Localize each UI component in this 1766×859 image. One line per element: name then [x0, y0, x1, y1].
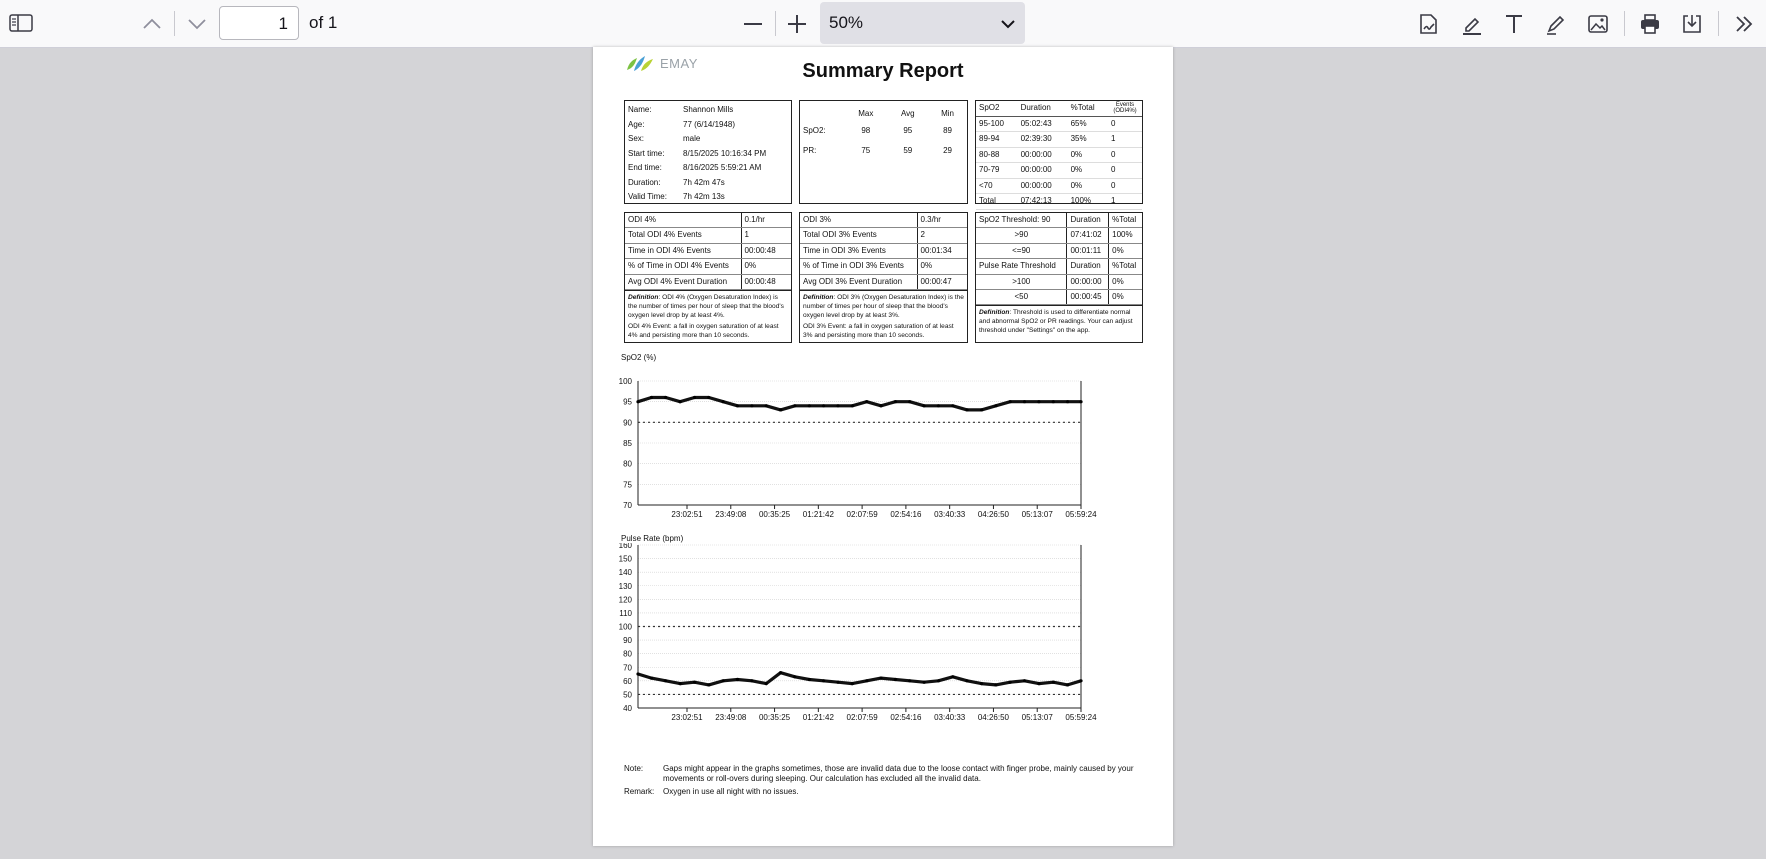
pulse-chart-title: Pulse Rate (bpm) [621, 534, 684, 543]
y-tick-label: 140 [618, 568, 632, 578]
odi-label: % of Time in ODI 3% Events [800, 259, 917, 274]
vitals-header: Min [941, 109, 954, 118]
data-point [1023, 400, 1026, 403]
remark-text: Oxygen in use all night with no issues. [663, 787, 799, 796]
data-point [1066, 683, 1069, 686]
data-point [1079, 400, 1082, 403]
data-point [894, 678, 897, 681]
data-point [765, 404, 768, 407]
spo2-table-cell: Total [976, 194, 1018, 210]
report-title: Summary Report [802, 60, 964, 82]
data-point [865, 679, 868, 682]
threshold-header: SpO2 Threshold: 90 [976, 213, 1067, 228]
data-point [879, 677, 882, 680]
sidebar-toggle-icon[interactable] [8, 12, 34, 34]
data-point [650, 677, 653, 680]
field-value: Shannon Mills [683, 105, 734, 114]
odi-value: 00:01:34 [917, 243, 967, 258]
pdf-toolbar [0, 0, 1766, 48]
data-point [879, 404, 882, 407]
spo2-table-row [976, 132, 1142, 148]
odi-row [625, 259, 791, 274]
field-label: End time: [628, 163, 662, 172]
spo2-table-header-cell: Duration [1018, 101, 1068, 116]
patient-row [625, 147, 791, 162]
spo2-table-cell: 02:39:30 [1018, 132, 1068, 148]
field-value: 8/16/2025 5:59:21 AM [683, 163, 762, 172]
vitals-row [800, 122, 967, 142]
x-tick-label: 05:13:07 [1021, 510, 1053, 519]
y-tick-label: 85 [623, 439, 632, 448]
vitals-value: 59 [903, 146, 913, 156]
threshold-header: Duration [1067, 213, 1109, 228]
odi-row [625, 213, 791, 228]
vitals-value: 89 [943, 126, 952, 136]
data-point [923, 681, 926, 684]
odi4-box [624, 212, 792, 343]
x-tick-label: 05:59:24 [1065, 510, 1097, 519]
spo2-table-cell: 1 [1108, 194, 1142, 210]
odi-value: 00:00:48 [741, 274, 791, 289]
x-tick-label: 05:13:07 [1021, 713, 1053, 722]
odi-value: 00:00:47 [917, 274, 967, 289]
odi-label: ODI 4% [625, 213, 741, 228]
data-point [693, 396, 696, 399]
vitals-label: SpO2: [803, 126, 826, 136]
data-point [636, 672, 639, 675]
odi-label: Total ODI 4% Events [625, 228, 741, 243]
previous-page-icon[interactable] [140, 13, 164, 35]
data-point [1023, 679, 1026, 682]
note-text: Gaps might appear in the graphs sometimes, those are invalid data due to the loose contact with finger probe, mainly caused by your movements or roll-overs during sleeping. Our calculation has excluded all the invalid data. [663, 764, 1134, 783]
data-point [1052, 681, 1055, 684]
spo2-table-cell: 35% [1068, 132, 1108, 148]
data-point [966, 679, 969, 682]
print-icon[interactable] [1637, 11, 1663, 37]
odi-row [800, 228, 967, 243]
signature-icon[interactable] [1416, 11, 1442, 37]
patient-row [625, 161, 791, 176]
spo2-table-cell: 80-88 [976, 147, 1018, 163]
spo2-table-cell: 65% [1068, 116, 1108, 132]
threshold-cell: 00:01:11 [1067, 243, 1109, 258]
data-point [994, 683, 997, 686]
spo2-distribution-box [975, 100, 1143, 204]
remark-label: Remark: [624, 787, 655, 796]
spo2-table-cell: 95-100 [976, 116, 1018, 132]
vitals-row [800, 142, 967, 162]
threshold-row [976, 228, 1142, 243]
x-tick-label: 01:21:42 [802, 713, 834, 722]
y-tick-label: 100 [618, 622, 632, 632]
y-tick-label: 40 [623, 704, 632, 713]
x-tick-label: 01:21:42 [802, 510, 834, 519]
odi-label: Time in ODI 3% Events [800, 243, 917, 258]
threshold-spo2-header [976, 213, 1142, 228]
patient-row [625, 132, 791, 147]
spo2-table-cell: 70-79 [976, 163, 1018, 179]
vitals-value: 75 [861, 146, 871, 156]
next-page-icon[interactable] [185, 13, 209, 35]
threshold-row [976, 243, 1142, 258]
spo2-table-cell: 05:02:43 [1018, 116, 1068, 132]
threshold-cell: 00:00:00 [1067, 274, 1109, 289]
data-point [750, 679, 753, 682]
data-point [937, 404, 940, 407]
spo2-table-cell: 0% [1068, 163, 1108, 179]
spo2-table-header-cell: %Total [1068, 101, 1108, 116]
image-icon[interactable] [1585, 11, 1611, 37]
data-point [1009, 400, 1012, 403]
threshold-pr-header [976, 259, 1142, 274]
data-point [722, 400, 725, 403]
x-tick-label: 00:35:25 [758, 510, 791, 519]
threshold-header: Duration [1067, 259, 1109, 274]
zoom-out-icon[interactable] [741, 13, 765, 35]
data-point [865, 400, 868, 403]
threshold-cell: <50 [976, 290, 1067, 305]
odi4-definition: Definition: ODI 4% (Oxygen Desaturation Index) is the number of times per hour of sleep that the blood's oxygen level drop by at least 4%. ODI 4% Event: a fall in oxygen saturation of at least 4% and persisting more than 10 seconds. [625, 290, 791, 340]
data-point [1079, 679, 1082, 682]
data-point [836, 404, 839, 407]
patient-row [625, 176, 791, 191]
data-point [779, 408, 782, 411]
x-tick-label: 03:40:33 [934, 510, 966, 519]
vitals-box [799, 100, 968, 204]
data-point [1037, 400, 1040, 403]
x-tick-label: 04:26:50 [977, 713, 1010, 722]
x-tick-label: 23:02:51 [671, 510, 703, 519]
pulse-rate-chart [593, 543, 1173, 758]
field-value: 8/15/2025 10:16:34 PM [683, 148, 767, 158]
data-point [765, 682, 768, 685]
data-point [836, 681, 839, 684]
odi-value: 0.3/hr [917, 213, 967, 228]
y-tick-label: 130 [618, 581, 632, 591]
zoom-select[interactable] [820, 2, 1025, 44]
zoom-in-icon[interactable] [785, 13, 809, 35]
highlight-icon[interactable] [1459, 11, 1485, 37]
threshold-row [976, 274, 1142, 289]
x-tick-label: 05:59:24 [1065, 713, 1097, 722]
threshold-cell: 0% [1109, 274, 1142, 289]
data-point [679, 682, 682, 685]
data-point [851, 682, 854, 685]
x-tick-label: 02:54:16 [890, 713, 922, 722]
threshold-row [976, 290, 1142, 305]
data-point [980, 408, 983, 411]
odi-value: 0.1/hr [741, 213, 791, 228]
y-tick-label: 150 [618, 554, 632, 564]
data-point [1066, 400, 1069, 403]
data-point [736, 404, 739, 407]
field-label: Sex: [628, 134, 645, 143]
field-label: Start time: [628, 148, 665, 158]
threshold-cell: >100 [976, 274, 1067, 289]
vitals-corner [800, 107, 844, 122]
y-tick-label: 100 [618, 377, 632, 386]
spo2-table-cell: 0 [1108, 116, 1142, 132]
spo2-table-cell: 0% [1068, 178, 1108, 194]
threshold-header: %Total [1109, 213, 1142, 228]
spo2-chart-title: SpO2 (%) [621, 353, 657, 362]
field-value: 7h 42m 13s [683, 192, 725, 201]
y-tick-label: 110 [619, 608, 632, 618]
threshold-cell: <=90 [976, 243, 1067, 258]
draw-icon[interactable] [1543, 11, 1569, 37]
spo2-table-row [976, 194, 1142, 210]
patient-row [625, 103, 791, 118]
page-number-input[interactable]: 1 [219, 6, 299, 40]
odi-value: 1 [741, 228, 791, 243]
note-label: Note: [624, 764, 644, 773]
text-tool-icon[interactable] [1501, 11, 1527, 37]
x-tick-label: 00:35:25 [758, 713, 791, 722]
field-label: Age: [628, 119, 645, 129]
field-value: male [683, 134, 701, 143]
odi-row [625, 243, 791, 258]
patient-row [625, 190, 791, 205]
y-tick-label: 75 [623, 480, 632, 490]
spo2-table-cell: 00:00:00 [1018, 178, 1068, 194]
spo2-table-cell: 00:00:00 [1018, 147, 1068, 163]
odi-label: ODI 3% [800, 213, 917, 228]
data-point [679, 400, 682, 403]
data-point [923, 404, 926, 407]
odi-row [800, 243, 967, 258]
patient-info-box [624, 100, 792, 204]
data-point [793, 404, 796, 407]
threshold-definition: Definition: Threshold is used to differentiate normal and abnormal SpO2 or PR readings. Your can adjust threshold under "Settings" on the app. [976, 305, 1142, 335]
data-point [707, 683, 710, 686]
spo2-table-cell: 0 [1108, 147, 1142, 163]
chevron-down-icon [1001, 16, 1015, 34]
data-point [851, 404, 854, 407]
x-tick-label: 03:40:33 [934, 713, 966, 722]
x-tick-label: 04:26:50 [977, 510, 1010, 519]
odi-row [625, 274, 791, 289]
odi-value: 0% [917, 259, 967, 274]
y-tick-label: 70 [623, 663, 632, 673]
spo2-table-header [976, 101, 1142, 116]
data-point [908, 400, 911, 403]
spo2-table-cell: 07:42:13 [1018, 194, 1068, 210]
field-value: 7h 42m 47s [683, 177, 725, 187]
y-tick-label: 70 [623, 501, 632, 510]
x-tick-label: 02:07:59 [846, 510, 878, 519]
series-line [638, 673, 1081, 685]
spo2-table-row [976, 178, 1142, 194]
data-point [736, 678, 739, 681]
x-tick-label: 23:02:51 [671, 713, 703, 722]
spo2-table-row [976, 147, 1142, 163]
y-tick-label: 160 [618, 543, 632, 550]
vitals-header: Max [858, 109, 874, 118]
data-point [951, 404, 954, 407]
odi-row [800, 213, 967, 228]
threshold-cell: 100% [1109, 228, 1142, 243]
data-point [1052, 400, 1055, 403]
data-point [1009, 681, 1012, 684]
spo2-table-row [976, 163, 1142, 179]
data-point [1037, 682, 1040, 685]
threshold-cell: 07:41:02 [1067, 228, 1109, 243]
odi-value: 0% [741, 259, 791, 274]
field-label: Name: [628, 105, 652, 114]
data-point [822, 404, 825, 407]
odi-row [800, 259, 967, 274]
threshold-cell: 0% [1109, 243, 1142, 258]
save-icon[interactable] [1679, 11, 1705, 37]
odi-row [800, 274, 967, 289]
vitals-header-row [800, 107, 967, 122]
data-point [793, 675, 796, 678]
data-point [750, 404, 753, 407]
spo2-table-cell: 89-94 [976, 132, 1018, 148]
logo-text: EMAY [660, 55, 698, 71]
spo2-table-cell: 0% [1068, 147, 1108, 163]
data-point [722, 679, 725, 682]
field-label: Duration: [628, 177, 661, 187]
field-label: Valid Time: [628, 192, 667, 201]
y-tick-label: 50 [623, 690, 632, 700]
threshold-cell: 00:00:45 [1067, 290, 1109, 305]
data-point [994, 404, 997, 407]
spo2-table-cell: 00:00:00 [1018, 163, 1068, 179]
x-tick-label: 02:54:16 [890, 510, 922, 519]
odi3-definition: Definition: ODI 3% (Oxygen Desaturation Index) is the number of times per hour of sleep that the blood's oxygen level drop by at least 3%. ODI 3% Event: a fall in oxygen saturation of at least 3% and persisting more than 10 seconds. [800, 290, 967, 340]
spo2-table-header-cell: SpO2 [976, 101, 1018, 116]
threshold-box [975, 212, 1143, 343]
spo2-table-cell: <70 [976, 178, 1018, 194]
x-tick-label: 23:49:08 [715, 713, 747, 722]
data-point [908, 679, 911, 682]
x-tick-label: 02:07:59 [846, 713, 878, 722]
spo2-table-cell: 0 [1108, 178, 1142, 194]
data-point [808, 404, 811, 407]
field-value: 77 (6/14/1948) [683, 119, 736, 129]
data-point [951, 675, 954, 678]
vitals-value: 98 [861, 126, 871, 136]
spo2-table-cell: 0 [1108, 163, 1142, 179]
odi-row [625, 228, 791, 243]
odi3-box [799, 212, 968, 343]
y-tick-label: 60 [623, 676, 632, 686]
series-line [638, 398, 1081, 410]
odi-value: 00:00:48 [741, 243, 791, 258]
spo2-table-row [976, 116, 1142, 132]
data-point [664, 396, 667, 399]
data-point [779, 671, 782, 674]
data-point [664, 679, 667, 682]
y-tick-label: 80 [623, 459, 632, 469]
zoom-value: 50% [829, 13, 864, 32]
spo2-table-cell: 100% [1068, 194, 1108, 210]
data-point [966, 408, 969, 411]
data-point [980, 682, 983, 685]
odi-label: % of Time in ODI 4% Events [625, 259, 741, 274]
pdf-page [593, 47, 1173, 846]
y-tick-label: 90 [623, 418, 632, 428]
odi-label: Avg ODI 3% Event Duration [800, 274, 917, 289]
data-point [707, 396, 710, 399]
vitals-value: 29 [943, 146, 952, 156]
vitals-value: 95 [903, 126, 913, 136]
odi-value: 2 [917, 228, 967, 243]
odi-label: Time in ODI 4% Events [625, 243, 741, 258]
patient-row [625, 118, 791, 133]
odi-label: Avg ODI 4% Event Duration [625, 274, 741, 289]
tools-menu-icon[interactable] [1731, 11, 1757, 37]
data-point [636, 400, 639, 403]
data-point [693, 681, 696, 684]
spo2-table-cell: 1 [1108, 132, 1142, 148]
page-count-label: of 1 [309, 13, 338, 32]
data-point [650, 396, 653, 399]
data-point [937, 679, 940, 682]
data-point [894, 400, 897, 403]
vitals-header: Avg [900, 109, 915, 118]
threshold-cell: >90 [976, 228, 1067, 243]
y-tick-label: 90 [623, 636, 632, 646]
y-tick-label: 80 [623, 649, 632, 659]
y-tick-label: 120 [618, 595, 632, 605]
x-tick-label: 23:49:08 [715, 510, 747, 519]
threshold-header: %Total [1109, 259, 1142, 274]
data-point [822, 679, 825, 682]
y-tick-label: 95 [623, 397, 632, 407]
vitals-label: PR: [803, 146, 817, 156]
data-point [808, 678, 811, 681]
threshold-cell: 0% [1109, 290, 1142, 305]
odi-label: Total ODI 3% Events [800, 228, 917, 243]
threshold-header: Pulse Rate Threshold [976, 259, 1067, 274]
spo2-table-header-cell: Events (ODI4%) [1108, 101, 1142, 116]
